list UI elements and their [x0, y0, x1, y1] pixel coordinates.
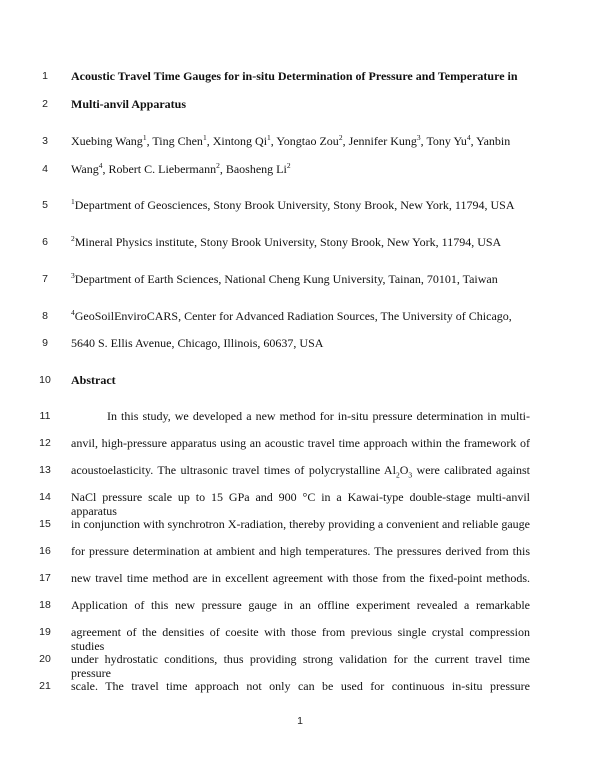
author: Yongtao Zou [276, 134, 339, 148]
affiliation-number: 4 [71, 308, 75, 317]
paper-title: Acoustic Travel Time Gauges for in-situ Determination of Pressure and Temperature in [71, 69, 518, 83]
abstract-text: were calibrated against [412, 463, 531, 477]
author-aff: 3 [416, 133, 421, 142]
line-number: 19 [39, 626, 51, 638]
abstract-heading: Abstract [71, 373, 116, 387]
author: Tony Yu [426, 134, 467, 148]
abstract-line: Application of this new pressure gauge in an offline experiment revealed a remarkable [71, 598, 530, 612]
line-number: 8 [42, 310, 48, 322]
author: Jennifer Kung [348, 134, 417, 148]
abstract-line: agreement of the densities of coesite with those from previous single crystal compression studies [71, 625, 530, 653]
author-aff: 2 [216, 161, 220, 170]
line-number: 3 [42, 135, 48, 147]
abstract-line: under hydrostatic conditions, thus providing strong validation for the current travel time pressure [71, 652, 530, 680]
abstract-text: acoustoelasticity. The ultrasonic travel times of polycrystalline Al [71, 463, 396, 477]
affiliation-text: GeoSoilEnviroCARS, Center for Advanced Radiation Sources, The University of Chicago, [74, 309, 512, 323]
abstract-line: for pressure determination at ambient and high temperatures. The pressures derived from this [71, 544, 530, 558]
line-number: 1 [42, 70, 48, 82]
affiliation [71, 198, 530, 212]
line-number: 14 [39, 491, 51, 503]
author-aff: 1 [142, 133, 147, 142]
line-number: 18 [39, 599, 51, 611]
author-list-cont: Wang$^4$, Robert C. Liebermann$^2$, Baosheng Li$^2$ [71, 161, 291, 176]
affiliation-cont: 5640 S. Ellis Avenue, Chicago, Illinois, 60637, USA [71, 336, 324, 350]
line-number: 2 [42, 98, 48, 110]
line-number: 6 [42, 236, 48, 248]
abstract-line [71, 463, 531, 480]
affiliation [71, 309, 530, 323]
author: Xintong Qi [212, 134, 268, 148]
author-aff: 4 [466, 133, 471, 142]
line-number: 12 [39, 437, 51, 449]
abstract-text: O [399, 463, 409, 477]
author-aff: 1 [202, 133, 207, 142]
page-number: 1 [297, 715, 303, 727]
line-number: 9 [42, 337, 48, 349]
author-first-name: Yanbin [476, 134, 511, 148]
abstract-line: NaCl pressure scale up to 15 GPa and 900 °C in a Kawai-type double-stage multi-anvil apparatus [71, 490, 530, 518]
author-aff: 1 [267, 133, 271, 142]
author-aff: 4 [98, 161, 103, 170]
line-number: 7 [42, 273, 48, 285]
author: Robert C. Liebermann [108, 162, 217, 176]
line-number: 15 [39, 518, 51, 530]
abstract-line: in conjunction with synchrotron X-radiation, thereby providing a convenient and reliable gauge [71, 517, 530, 531]
author-list: Xuebing Wang$^1$, Ting Chen$^1$, Xintong Qi$^1$, Yongtao Zou$^2$, Jennifer Kung$^3$, Tony Yu$^4$, Yanbin [71, 133, 511, 148]
line-number: 16 [39, 545, 51, 557]
paper-title-cont: Multi-anvil Apparatus [71, 97, 187, 111]
line-number: 4 [42, 163, 48, 175]
affiliation-number: 3 [71, 271, 75, 280]
affiliation-text: Department of Geosciences, Stony Brook University, Stony Brook, New York, 11794, USA [74, 198, 515, 212]
author: Ting Chen [152, 134, 203, 148]
author-aff: 2 [286, 161, 291, 170]
affiliation [71, 272, 530, 286]
abstract-line: anvil, high-pressure apparatus using an acoustic travel time approach within the framework of [71, 436, 530, 450]
author: Xuebing Wang [71, 134, 143, 148]
abstract-line: new travel time method are in excellent agreement with those from the fixed-point methods. [71, 571, 530, 585]
line-number: 5 [42, 199, 48, 211]
affiliation-number: 2 [71, 234, 75, 243]
affiliation-text: Department of Earth Sciences, National Cheng Kung University, Tainan, 70101, Taiwan [74, 272, 498, 286]
line-number: 11 [39, 410, 51, 422]
subscript: 2 [395, 470, 400, 480]
line-number: 10 [39, 374, 51, 386]
subscript: 3 [408, 470, 413, 480]
line-number: 17 [39, 572, 51, 584]
line-number: 20 [39, 653, 51, 665]
abstract-line: In this study, we developed a new method for in-situ pressure determination in multi- [107, 409, 530, 423]
affiliation-text: Mineral Physics institute, Stony Brook University, Stony Brook, New York, 11794, USA [74, 235, 502, 249]
abstract-line: scale. The travel time approach not only can be used for continuous in-situ pressure [71, 679, 530, 693]
affiliation-number: 1 [71, 197, 75, 206]
author-last-name: Wang [71, 162, 99, 176]
line-number: 21 [39, 680, 51, 692]
author-aff: 2 [338, 133, 343, 142]
line-number: 13 [39, 464, 51, 476]
author: Baosheng Li [225, 162, 287, 176]
affiliation [71, 235, 530, 249]
